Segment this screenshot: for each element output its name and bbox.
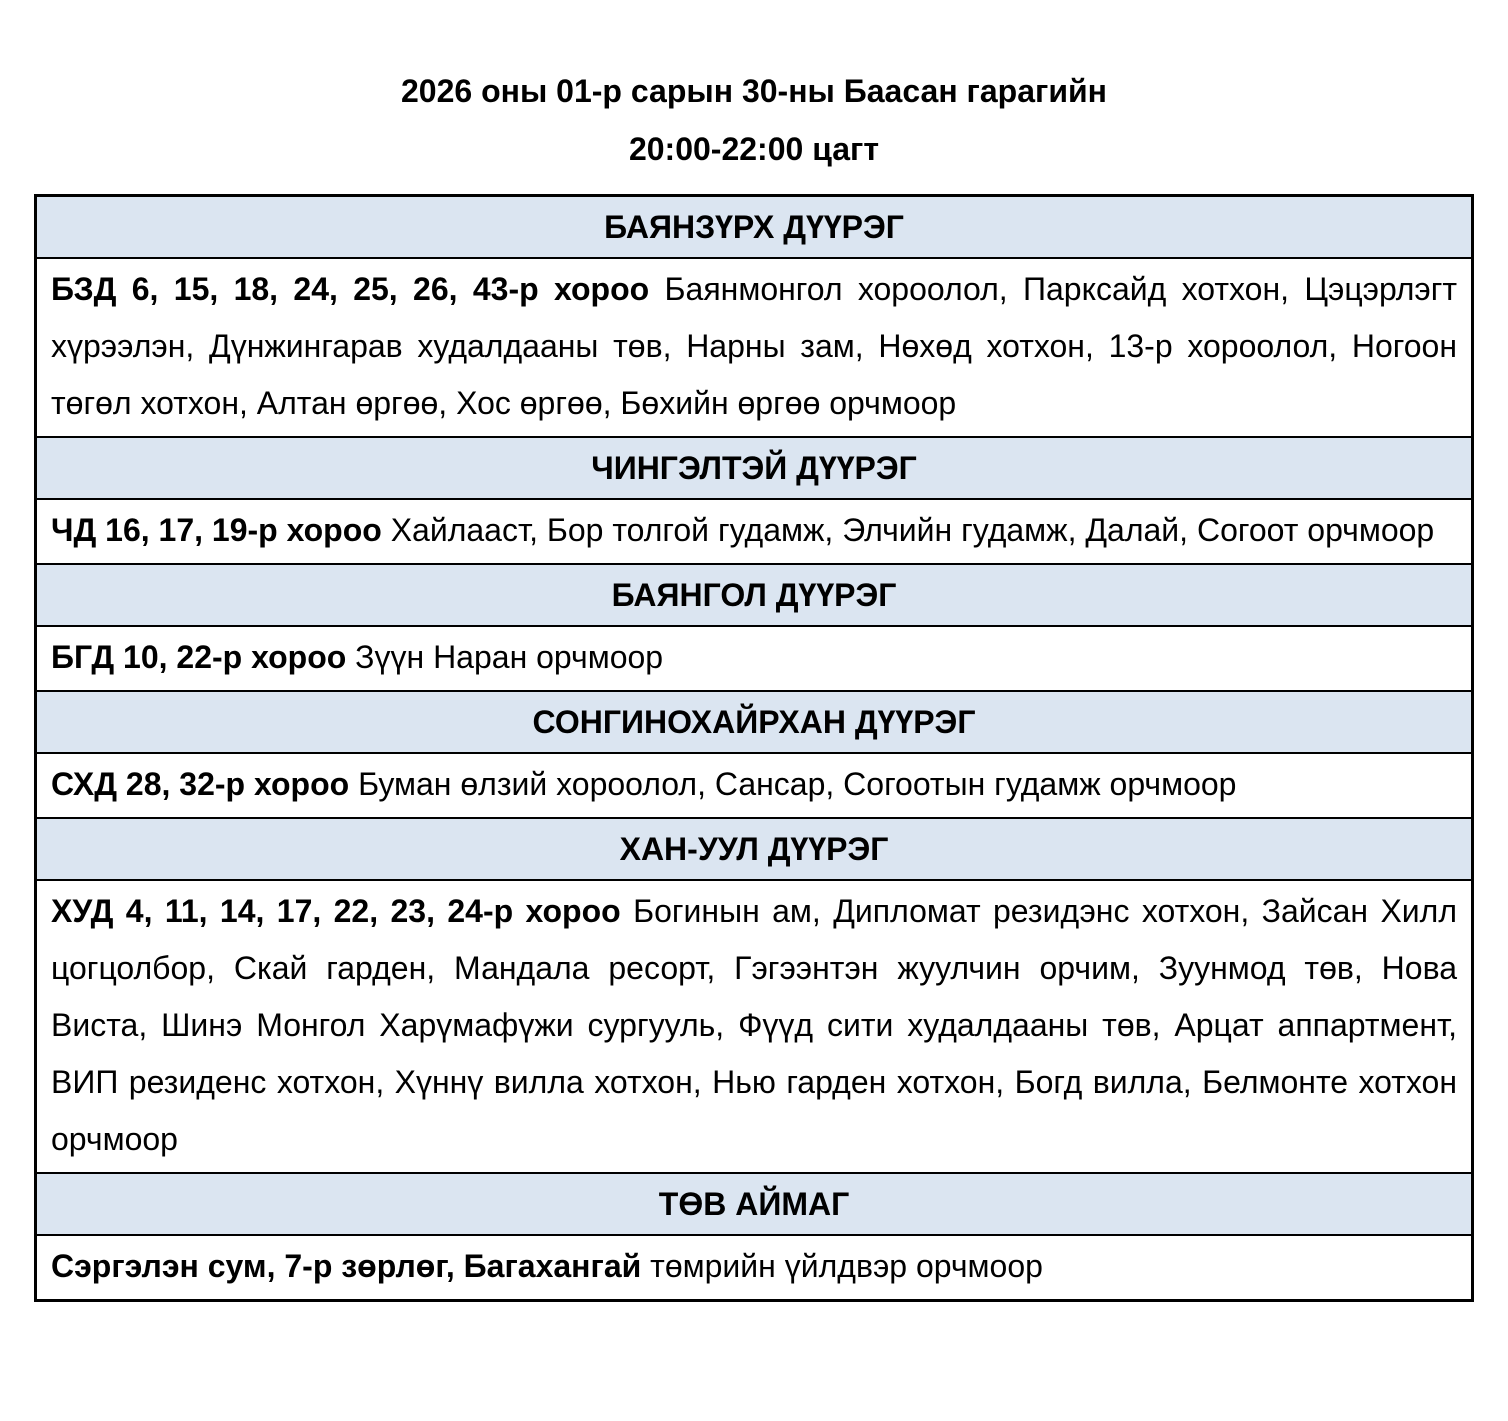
- schedule-date-title: 2026 оны 01-р сарын 30-ны Баасан гарагийн: [401, 73, 1107, 109]
- areas-text: төмрийн үйлдвэр орчмоор: [650, 1248, 1043, 1284]
- district-areas-row: [37, 1236, 1471, 1299]
- page: [0, 72, 1508, 1421]
- outage-table: [34, 194, 1474, 1302]
- district-areas-row: [37, 881, 1471, 1172]
- areas-text: Буман өлзий хороолол, Сансар, Согоотын гудамж орчмоор: [358, 766, 1237, 802]
- areas-text: Зүүн Наран орчмоор: [355, 639, 664, 675]
- areas-text: Хайлааст, Бор толгой гудамж, Элчийн гудамж, Далай, Согоот орчмоор: [390, 512, 1435, 548]
- district-header: БАЯНГОЛ ДҮҮРЭГ: [37, 563, 1471, 627]
- schedule-time-title: 20:00-22:00 цагт: [628, 131, 880, 167]
- district-areas-row: [37, 627, 1471, 690]
- district-header: СОНГИНОХАЙРХАН ДҮҮРЭГ: [37, 690, 1471, 754]
- district-areas-row: [37, 754, 1471, 817]
- khoroo-prefix: ХУД 4, 11, 14, 17, 22, 23, 24-р хороо: [51, 893, 621, 929]
- district-areas-row: [37, 259, 1471, 436]
- areas-text: Богинын ам, Дипломат резидэнс хотхон, Зайсан Хилл цогцолбор, Скай гарден, Мандала ресорт, Гэгээнтэн жуулчин орчим, Зуунмод төв, Нова Виста, Шинэ Монгол Харүмафүжи сургууль, Фүүд сити худалдааны төв, Арцат аппартмент, ВИП резиденс хотхон, Хүннү вилла хотхон, Нью гарден хотхон, Богд вилла, Белмонте хотхон орчмоор: [51, 893, 1458, 1157]
- khoroo-prefix: ЧД 16, 17, 19-р хороо: [51, 512, 382, 548]
- district-header: ТӨВ АЙМАГ: [37, 1172, 1471, 1236]
- district-header: ХАН-УУЛ ДҮҮРЭГ: [37, 817, 1471, 881]
- khoroo-prefix: Сэргэлэн сум, 7-р зөрлөг, Багахангай: [51, 1248, 642, 1284]
- khoroo-prefix: БГД 10, 22-р хороо: [51, 639, 347, 675]
- district-header: БАЯНЗҮРХ ДҮҮРЭГ: [37, 197, 1471, 259]
- district-areas-row: [37, 500, 1471, 563]
- khoroo-prefix: БЗД 6, 15, 18, 24, 25, 26, 43-р хороо: [51, 271, 650, 307]
- areas-text: Баянмонгол хороолол, Парксайд хотхон, Цэцэрлэгт хүрээлэн, Дүнжингарав худалдааны төв, Нарны зам, Нөхөд хотхон, 13-р хороолол, Ногоон төгөл хотхон, Алтан өргөө, Хос өргөө, Бөхийн өргөө орчмоор: [51, 271, 1458, 421]
- district-header: ЧИНГЭЛТЭЙ ДҮҮРЭГ: [37, 436, 1471, 500]
- khoroo-prefix: СХД 28, 32-р хороо: [51, 766, 350, 802]
